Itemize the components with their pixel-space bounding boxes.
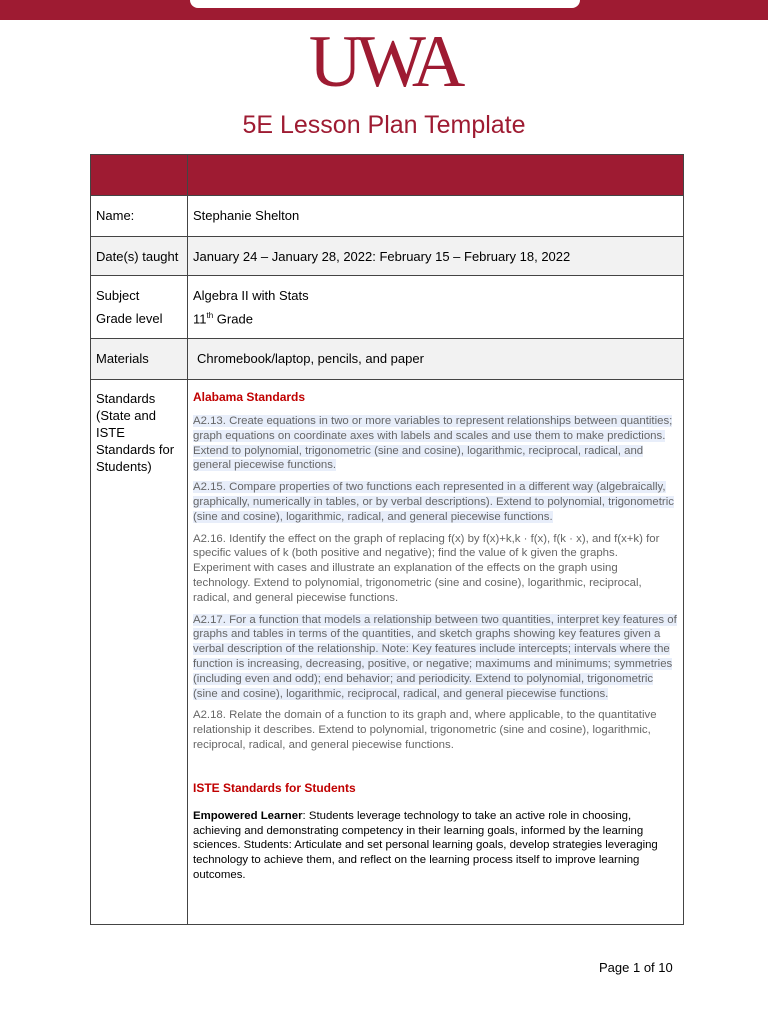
- header-cell-right: [188, 155, 684, 196]
- row-name: [91, 196, 684, 237]
- subject-value: Algebra II with Stats: [193, 288, 309, 303]
- page-number: Page 1 of 10: [599, 960, 673, 975]
- subject-label: Subject: [96, 288, 140, 303]
- iste-empowered-learner: [193, 809, 678, 883]
- page-title: 5E Lesson Plan Template: [242, 111, 526, 139]
- table-header-row: [91, 155, 684, 196]
- name-value: Stephanie Shelton: [193, 208, 300, 223]
- iste-standards-heading: ISTE Standards for Students: [193, 780, 356, 795]
- header-cell-left: [91, 155, 188, 196]
- standard-a2-13: A2.13. Create equations in two or more variables to represent relationships between quantities; graph equations on coordinate axes with labels and scales and use them to make predictions. Extend to polynomial, trigonometric (sine and cosine), logarithmic, reciprocal, radical, and general piecewise functions.: [193, 415, 673, 472]
- grade-ordinal: th: [206, 311, 214, 320]
- lesson-plan-table: [90, 154, 684, 925]
- standard-a2-15: A2.15. Compare properties of two functions each represented in a different way (algebraically, graphically, numerically in tables, or by verbal descriptions). Extend to polynomial, trigonometric (sine and cosine), logarithmic, radical, and general piecewise functions.: [193, 481, 674, 523]
- uwa-logo: UWA: [308, 21, 460, 103]
- standards-content: [188, 380, 683, 883]
- name-label: Name:: [96, 208, 135, 223]
- standards-label: Standards (State and ISTE Standards for Students): [96, 391, 175, 474]
- materials-value: Chromebook/laptop, pencils, and paper: [197, 351, 424, 366]
- row-standards: [91, 380, 684, 925]
- top-banner-tab: [190, 0, 580, 8]
- row-dates: [91, 237, 684, 276]
- iste-description: : Students leverage technology to take an active role in choosing, achieving and demonstrating competency in their learning goals, informed by the learning sciences. Students: Articulate and set personal learning goals, develop strategies leveraging technology to achieve them, and reflect on the learning process itself to improve learning outcomes.: [193, 809, 658, 881]
- row-subject-grade: [91, 276, 684, 339]
- materials-label: Materials: [96, 351, 149, 366]
- standard-a2-18: A2.18. Relate the domain of a function to its graph and, where applicable, to the quantitative relationship it describes. Extend to polynomial, trigonometric (sine and cosine), logarithmic, reciprocal, radical, and general piecewise functions.: [193, 709, 657, 751]
- dates-value: January 24 – January 28, 2022: February 15 – February 18, 2022: [193, 249, 571, 264]
- grade-text: Grade: [216, 311, 253, 327]
- grade-label: Grade level: [96, 311, 163, 326]
- standard-a2-16: A2.16. Identify the effect on the graph of replacing f(x) by f(x)+k,k · f(x), f(k · x), and f(x+k) for specific values of k (both positive and negative); find the value of k given the graphs. Experiment with cases and illustrate an explanation of the effects on the graph using technology. Extend to polynomial, trigonometric (sine and cosine), logarithmic, reciprocal, radical, and general piecewise functions.: [193, 532, 660, 604]
- grade-value: [188, 303, 683, 326]
- standard-a2-17: A2.17. For a function that models a relationship between two quantities, interpret key features of graphs and tables in terms of the quantities, and sketch graphs showing key features given a verbal description of the relationship. Note: Key features include intercepts; intervals where the function is increasing, decreasing, positive, or negative; maximums and minimums; symmetries (including even and odd); end behavior; and periodicity. Extend to polynomial, trigonometric (sine and cosine), logarithmic, reciprocal, radical, and general piecewise functions.: [193, 613, 677, 700]
- iste-term: Empowered Learner: [193, 809, 303, 822]
- dates-label: Date(s) taught: [96, 249, 179, 264]
- alabama-standards-heading: Alabama Standards: [193, 390, 306, 404]
- grade-number: 11: [193, 311, 207, 327]
- row-materials: [91, 339, 684, 380]
- top-banner: [0, 0, 768, 20]
